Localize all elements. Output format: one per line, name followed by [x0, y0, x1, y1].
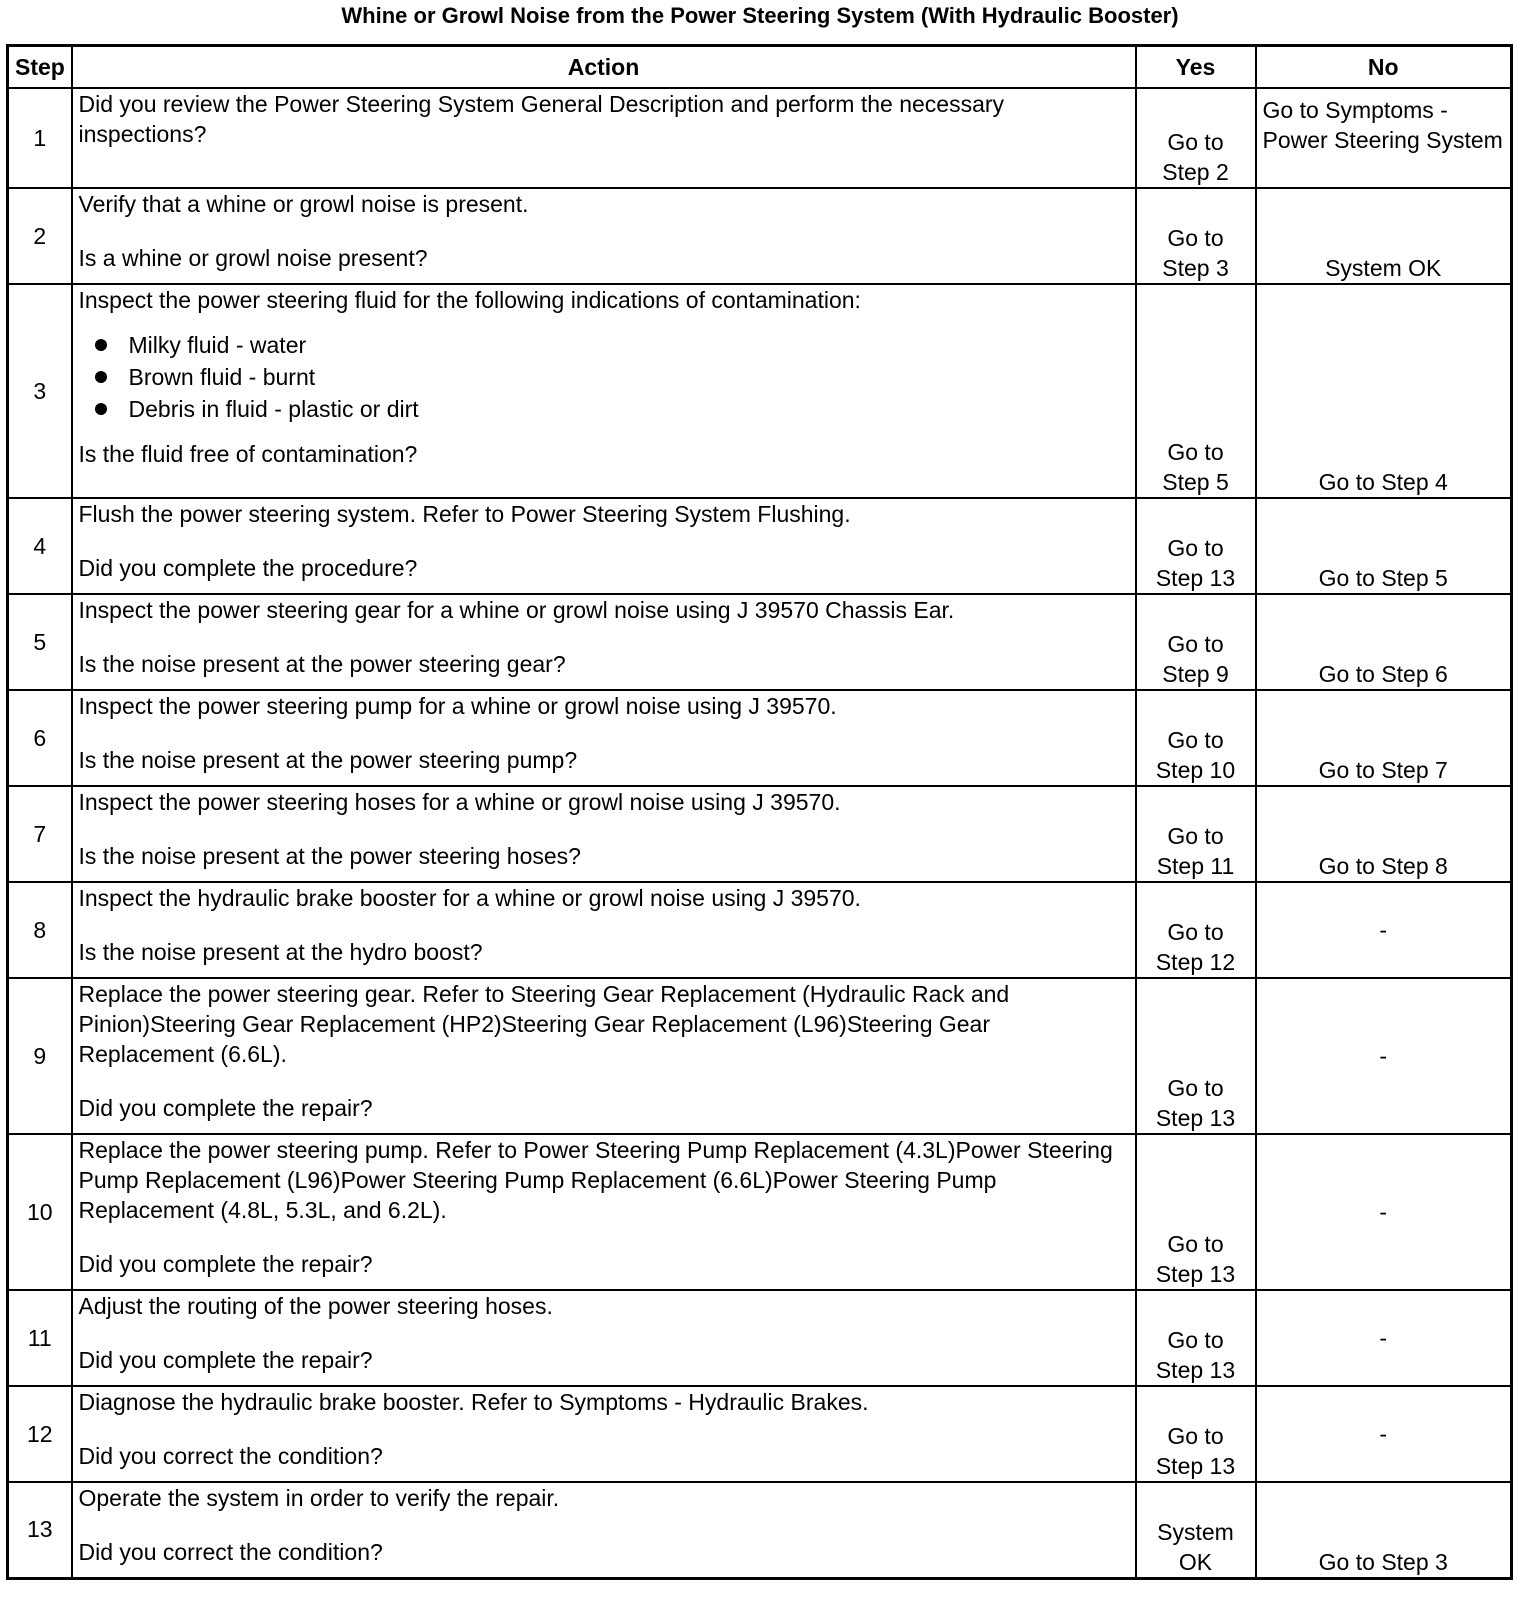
step-number: 3	[8, 284, 72, 498]
step-number: 13	[8, 1482, 72, 1578]
yes-cell: Go to Step 13	[1136, 1290, 1256, 1386]
no-cell: Go to Step 5	[1256, 498, 1512, 594]
list-item: Debris in fluid - plastic or dirt	[95, 393, 1129, 425]
yes-cell: Go to Step 5	[1136, 284, 1256, 498]
action-question: Did you complete the procedure?	[78, 555, 418, 581]
no-cell: Go to Symptoms - Power Steering System	[1256, 88, 1512, 188]
table-row	[8, 786, 1512, 882]
yes-cell: Go to Step 13	[1136, 498, 1256, 594]
action-question: Is the noise present at the power steering gear?	[78, 651, 566, 677]
table-row	[8, 88, 1512, 188]
yes-cell: Go to Step 13	[1136, 1134, 1256, 1290]
table-row	[8, 1290, 1512, 1386]
yes-cell: Go to Step 9	[1136, 594, 1256, 690]
action-cell	[72, 978, 1136, 1134]
table-row	[8, 498, 1512, 594]
yes-cell: Go to Step 13	[1136, 978, 1256, 1134]
table-row	[8, 1386, 1512, 1482]
action-cell	[72, 1482, 1136, 1578]
header-row	[8, 46, 1512, 89]
action-question: Is a whine or growl noise present?	[78, 245, 428, 271]
step-number: 6	[8, 690, 72, 786]
step-number: 10	[8, 1134, 72, 1290]
table-row	[8, 284, 1512, 498]
action-cell	[72, 690, 1136, 786]
action-cell	[72, 1134, 1136, 1290]
no-cell: -	[1256, 1386, 1512, 1482]
yes-cell: Go to Step 2	[1136, 88, 1256, 188]
list-item: Brown fluid - burnt	[95, 361, 1129, 393]
step-number: 8	[8, 882, 72, 978]
action-text: Replace the power steering gear. Refer to Steering Gear Replacement (Hydraulic Rack and Pinion)Steering Gear Replacement (HP2)Steering Gear Replacement (L96)Steering Gear Replacement (6.6L).	[78, 981, 1010, 1067]
header-no: No	[1256, 46, 1512, 89]
yes-cell: Go to Step 12	[1136, 882, 1256, 978]
no-cell: Go to Step 8	[1256, 786, 1512, 882]
yes-cell: Go to Step 13	[1136, 1386, 1256, 1482]
no-cell: Go to Step 4	[1256, 284, 1512, 498]
action-question: Is the fluid free of contamination?	[78, 441, 418, 467]
contamination-list	[79, 329, 1129, 425]
no-cell: -	[1256, 1134, 1512, 1290]
no-cell: Go to Step 6	[1256, 594, 1512, 690]
step-number: 4	[8, 498, 72, 594]
action-question: Did you complete the repair?	[78, 1251, 373, 1277]
action-cell	[72, 88, 1136, 188]
table-row	[8, 594, 1512, 690]
action-text: Operate the system in order to verify the repair.	[78, 1485, 560, 1511]
action-text: Diagnose the hydraulic brake booster. Refer to Symptoms - Hydraulic Brakes.	[78, 1389, 869, 1415]
action-text: Inspect the hydraulic brake booster for a whine or growl noise using J 39570.	[78, 885, 861, 911]
no-cell: System OK	[1256, 188, 1512, 284]
action-text: Did you review the Power Steering System General Description and perform the necessary inspections?	[78, 91, 1005, 147]
step-number: 1	[8, 88, 72, 188]
step-number: 7	[8, 786, 72, 882]
step-number: 5	[8, 594, 72, 690]
no-cell: -	[1256, 1290, 1512, 1386]
no-cell: Go to Step 7	[1256, 690, 1512, 786]
action-cell	[72, 786, 1136, 882]
action-question: Is the noise present at the power steering hoses?	[78, 843, 581, 869]
action-question: Is the noise present at the hydro boost?	[78, 939, 483, 965]
no-cell: -	[1256, 978, 1512, 1134]
action-text: Inspect the power steering gear for a whine or growl noise using J 39570 Chassis Ear.	[78, 597, 955, 623]
action-cell	[72, 498, 1136, 594]
no-cell: -	[1256, 882, 1512, 978]
action-cell	[72, 882, 1136, 978]
table-row	[8, 188, 1512, 284]
action-cell	[72, 1386, 1136, 1482]
yes-cell: Go to Step 10	[1136, 690, 1256, 786]
step-number: 9	[8, 978, 72, 1134]
step-number: 12	[8, 1386, 72, 1482]
yes-cell: Go to Step 3	[1136, 188, 1256, 284]
yes-cell: System OK	[1136, 1482, 1256, 1578]
table-row	[8, 882, 1512, 978]
action-text: Replace the power steering pump. Refer to Power Steering Pump Replacement (4.3L)Power Steering Pump Replacement (L96)Power Steering Pump Replacement (6.6L)Power Steering Pump Replacement (4.8L, 5.3L, and 6.2L).	[78, 1137, 1113, 1223]
action-question: Did you complete the repair?	[78, 1095, 373, 1121]
table-row	[8, 978, 1512, 1134]
action-cell	[72, 188, 1136, 284]
action-cell	[72, 594, 1136, 690]
action-text: Inspect the power steering pump for a whine or growl noise using J 39570.	[78, 693, 837, 719]
table-row	[8, 690, 1512, 786]
step-number: 11	[8, 1290, 72, 1386]
header-action: Action	[72, 46, 1136, 89]
action-text: Inspect the power steering fluid for the following indications of contamination:	[78, 287, 861, 313]
table-row	[8, 1134, 1512, 1290]
diagnostic-table	[6, 44, 1513, 1580]
action-question: Did you complete the repair?	[78, 1347, 373, 1373]
no-cell: Go to Step 3	[1256, 1482, 1512, 1578]
action-question: Did you correct the condition?	[78, 1539, 383, 1565]
header-yes: Yes	[1136, 46, 1256, 89]
action-text: Adjust the routing of the power steering hoses.	[78, 1293, 553, 1319]
header-step: Step	[8, 46, 72, 89]
action-question: Did you correct the condition?	[78, 1443, 383, 1469]
action-cell	[72, 1290, 1136, 1386]
table-row	[8, 1482, 1512, 1578]
step-number: 2	[8, 188, 72, 284]
action-question: Is the noise present at the power steering pump?	[78, 747, 578, 773]
action-text: Flush the power steering system. Refer to Power Steering System Flushing.	[78, 501, 851, 527]
list-item: Milky fluid - water	[95, 329, 1129, 361]
yes-cell: Go to Step 11	[1136, 786, 1256, 882]
action-text: Inspect the power steering hoses for a whine or growl noise using J 39570.	[78, 789, 841, 815]
page-title: Whine or Growl Noise from the Power Steering System (With Hydraulic Booster)	[341, 3, 1179, 28]
action-cell	[72, 284, 1136, 498]
action-text: Verify that a whine or growl noise is present.	[78, 191, 529, 217]
